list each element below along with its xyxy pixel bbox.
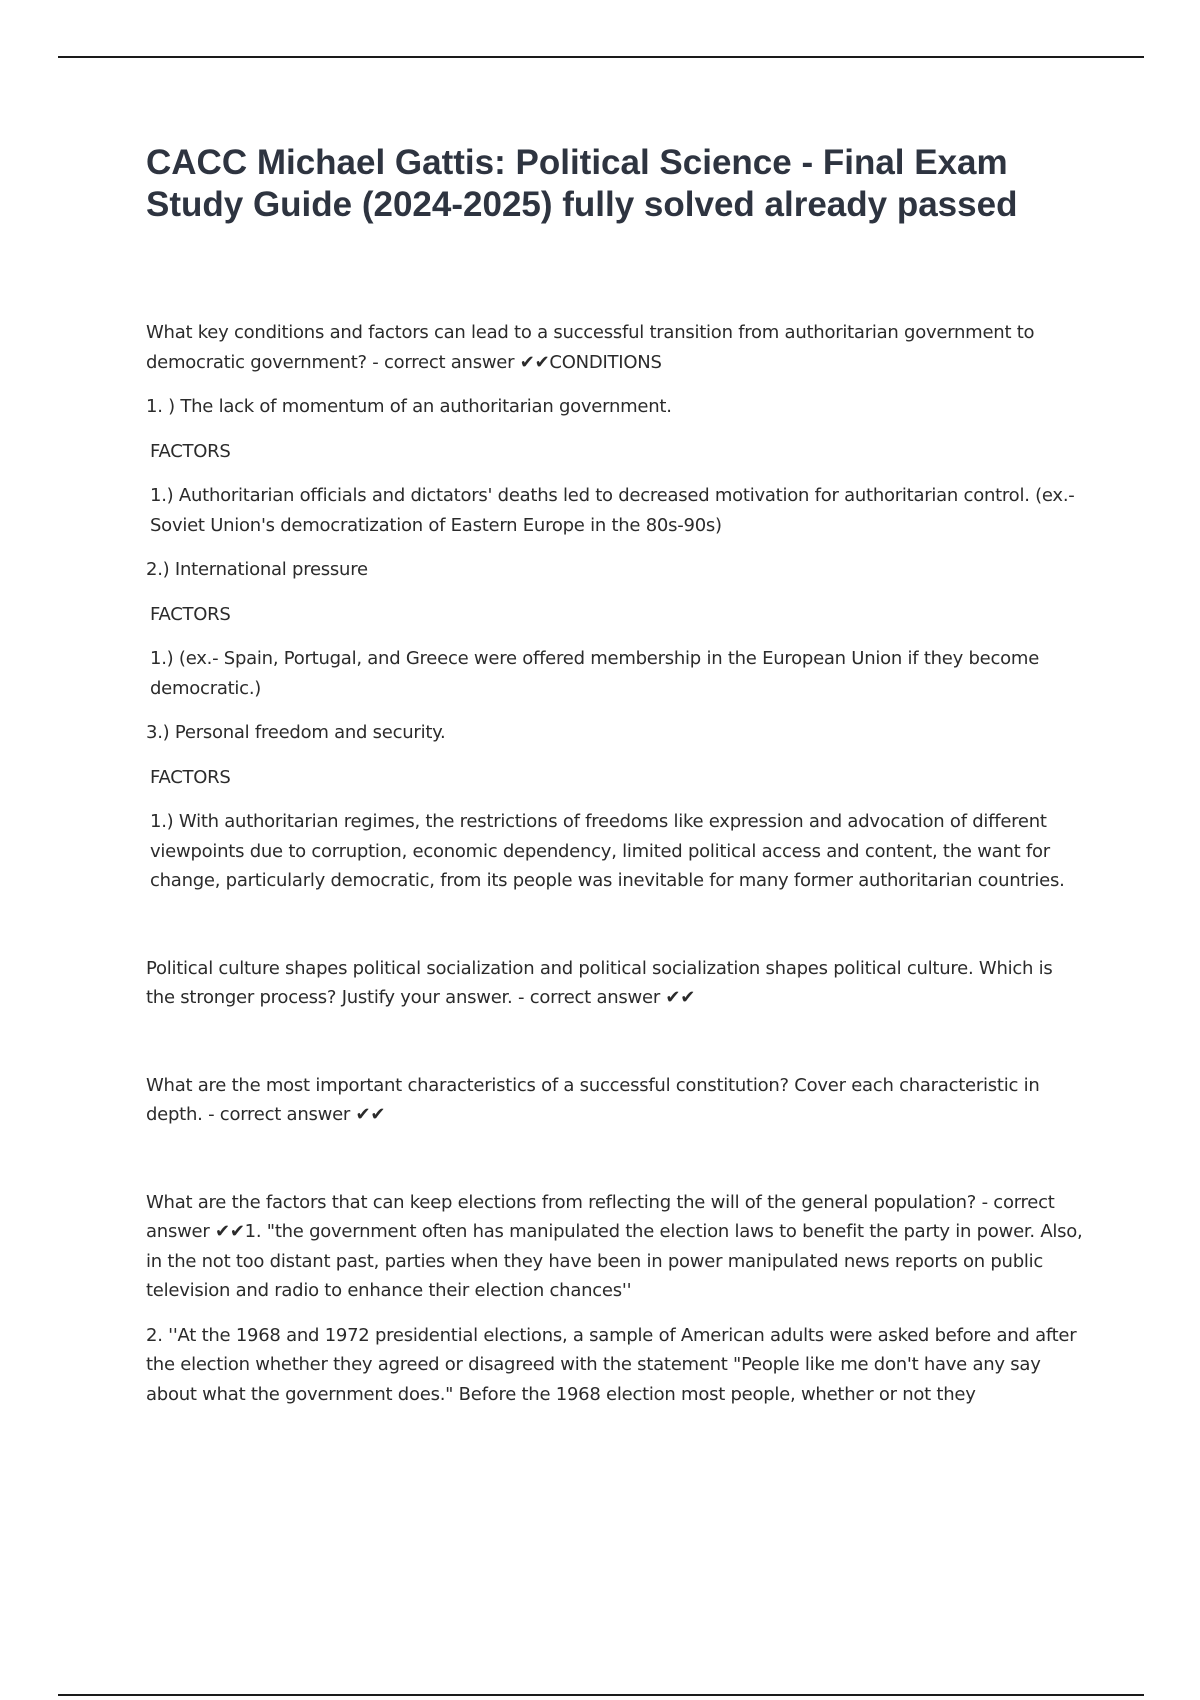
top-rule [58,56,1144,58]
answer-paragraph: 1.) (ex.- Spain, Portugal, and Greece were offered membership in the European Union if they become democratic.) [150,648,1040,699]
question-3: What are the most important characteristics of a successful constitution? Cover each characteristic in depth. - correct answer ✔✔ [146,1074,1040,1125]
qa-block-3 [146,1071,1086,1130]
factors-heading: FACTORS [150,603,231,625]
question-1: What key conditions and factors can lead to a successful transition from authoritarian government to democratic government? - correct answer ✔✔CONDITIONS [146,322,1035,373]
qa-block-4 [146,1188,1086,1410]
answer-paragraph: 1. ) The lack of momentum of an authoritarian government. [146,396,672,417]
question-4: What are the factors that can keep elections from reflecting the will of the general population? - correct answer ✔✔1. "the government often has manipulated the election laws to benefit the party in power. Also, in the not too distant past, parties when they have been in power manipulated news reports on public television and radio to enhance their election chances'' [146,1191,1083,1301]
qa-block-1 [146,318,1086,896]
document-title: CACC Michael Gattis: Political Science - Final Exam Study Guide (2024-2025) fully solved already passed [146,143,1018,224]
answer-paragraph: 2. ''At the 1968 and 1972 presidential elections, a sample of American adults were asked before and after the election whether they agreed or disagreed with the statement "People like me don't have any say about what the government does." Before the 1968 election most people, whether or not they [146,1324,1077,1405]
factors-heading: FACTORS [150,440,231,462]
factors-heading: FACTORS [150,766,231,788]
qa-block-2 [146,954,1086,1013]
answer-paragraph: 1.) With authoritarian regimes, the restrictions of freedoms like expression and advocation of different viewpoints due to corruption, economic dependency, limited political access and content, the want for change, particularly democratic, from its people was inevitable for many former authoritarian countries. [150,811,1065,891]
answer-paragraph: 2.) International pressure [146,559,368,580]
document-body [146,318,1086,1424]
answer-paragraph: 1.) Authoritarian officials and dictators' deaths led to decreased motivation for authoritarian control. (ex.- Soviet Union's democratization of Eastern Europe in the 80s-90s) [150,485,1075,536]
bottom-rule [58,1694,1144,1696]
question-2: Political culture shapes political socialization and political socialization shapes political culture. Which is the stronger process? Justify your answer. - correct answer ✔✔ [146,957,1053,1008]
answer-paragraph: 3.) Personal freedom and security. [146,722,446,743]
